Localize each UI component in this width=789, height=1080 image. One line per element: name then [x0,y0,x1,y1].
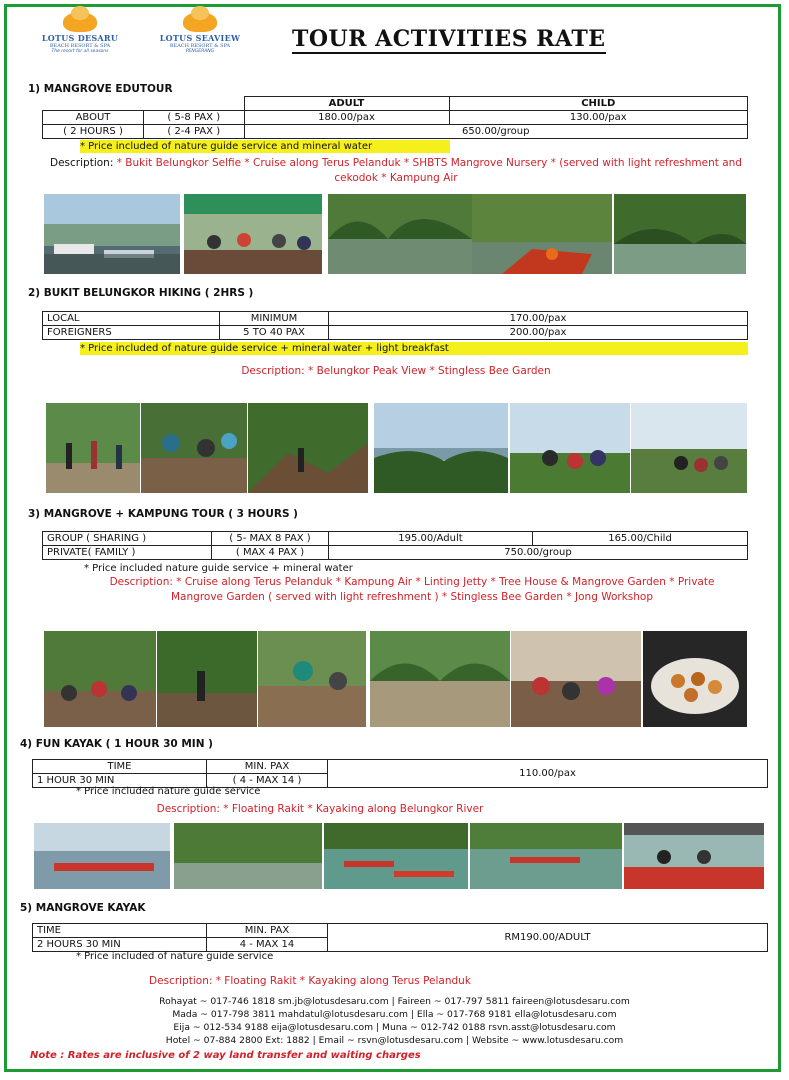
table-cell: 110.00/pax [328,760,768,788]
table-cell: RM190.00/ADULT [328,924,768,952]
photo-kayak-3 [324,823,468,889]
table-cell: ABOUT [43,111,144,125]
contact-line: Rohayat ~ 017-746 1818 sm.jb@lotusdesaru.com | Faireen ~ 017-797 5811 faireen@lotusdesaru.com [159,996,630,1007]
photo-kayak-4 [470,823,622,889]
lotus-desaru-logo: LOTUS DESARU BEACH RESORT & SPA The resort for all seasons [36,12,124,64]
photo-mangrove-river-2 [614,194,746,274]
contact-line: Mada ~ 017-798 3811 mahdatul@lotusdesaru.com | Ella ~ 017-768 9181 ella@lotusdesaru.com [172,1009,617,1020]
table-cell: 1 HOUR 30 MIN [33,774,207,788]
table-cell: 4 - MAX 14 [207,938,328,952]
photo-planting [258,631,366,727]
photo-mangrove-boat [472,194,612,274]
photo-mangrove-garden [370,631,510,727]
section-1-note: * Price included of nature guide service and mineral water [80,140,450,153]
lotus-seaview-logo: LOTUS SEAVIEW BEACH RESORT & SPA PENGERANG [156,12,244,64]
table-cell: 180.00/pax [244,111,449,125]
section-2-title: 2) BUKIT BELUNGKOR HIKING ( 2HRS ) [28,287,254,299]
photo-boats-jetty [44,194,180,274]
table-cell: FOREIGNERS [43,326,220,340]
table-cell: ( 2 HOURS ) [43,125,144,139]
photo-summit-group-2 [631,403,747,493]
header-adult: ADULT [244,97,449,111]
photo-hiking-trail [46,403,140,493]
photo-mangrove-river-1 [328,194,472,274]
photo-peak-view [374,403,508,493]
section-5-note: * Price included of nature guide service [76,951,274,962]
table-cell: ( 4 - MAX 14 ) [207,774,328,788]
photo-summit-group [510,403,630,493]
table-cell: 650.00/group [244,125,748,139]
section-4-title: 4) FUN KAYAK ( 1 HOUR 30 MIN ) [20,738,213,750]
section-3-rate-table [42,531,748,560]
contact-line: Hotel ~ 07-884 2800 Ext: 1882 | Email ~ rsvn@lotusdesaru.com | Website ~ www.lotusdesaru.com [165,1035,624,1046]
section-1-description: Description: * Bukit Belungkor Selfie * Cruise along Terus Pelanduk * SHBTS Mangrove Nursery * (served with light refreshment and cekodok * Kampung Air [50,157,742,184]
section-2-note: * Price included of nature guide service + mineral water + light breakfast [80,342,748,355]
table-cell: 195.00/Adult [329,532,533,546]
table-cell: ( MAX 4 PAX ) [212,546,329,560]
photo-workshop [511,631,641,727]
section-1-rate-table [42,96,748,139]
section-5-description: Description: * Floating Rakit * Kayaking along Terus Pelanduk [149,975,471,987]
section-2-description: Description: * Belungkor Peak View * Stingless Bee Garden [241,365,551,377]
table-cell: ( 5- MAX 8 PAX ) [212,532,329,546]
table-cell: 165.00/Child [533,532,748,546]
header-child: CHILD [449,97,748,111]
table-cell: 130.00/pax [449,111,748,125]
section-2-rate-table [42,311,748,340]
section-4-rate-table [32,759,768,788]
section-5-title: 5) MANGROVE KAYAK [20,902,146,914]
photo-hikers-forest [141,403,247,493]
table-cell: 200.00/pax [329,326,748,340]
table-header: TIME [33,760,207,774]
section-4-description: Description: * Floating Rakit * Kayaking along Belungkor River [156,803,484,815]
page-title: TOUR ACTIVITIES RATE [292,26,606,52]
table-header: MIN. PAX [207,924,328,938]
table-header: TIME [33,924,207,938]
table-cell: ( 2-4 PAX ) [144,125,245,139]
photo-floating-rakit [624,823,764,889]
photo-forest-climb [248,403,368,493]
section-4-note: * Price included nature guide service [76,786,261,797]
footnote: Note : Rates are inclusive of 2 way land transfer and waiting charges [30,1050,421,1061]
contact-line: Eija ~ 012-534 9188 eija@lotusdesaru.com | Muna ~ 012-742 0188 rsvn.asst@lotusdesaru.com [173,1022,616,1033]
photo-kayak-1 [34,823,170,889]
photo-tree-house [157,631,257,727]
section-3-description: Description: * Cruise along Terus Pelanduk * Kampung Air * Linting Jetty * Tree House & Mangrove Garden * Private Mangrove Garden ( served with light refreshment ) * Stingless Bee Garden * Jong Workshop [109,576,715,603]
photo-mangrove-group [44,631,156,727]
table-cell: ( 5-8 PAX ) [144,111,245,125]
table-cell: 2 HOURS 30 MIN [33,938,207,952]
table-cell: LOCAL [43,312,220,326]
table-cell: 750.00/group [329,546,748,560]
table-cell: 170.00/pax [329,312,748,326]
table-cell: PRIVATE( FAMILY ) [43,546,212,560]
photo-kayak-2 [174,823,322,889]
table-cell: MINIMUM [220,312,329,326]
table-header: MIN. PAX [207,760,328,774]
section-3-title: 3) MANGROVE + KAMPUNG TOUR ( 3 HOURS ) [28,508,298,520]
table-cell: GROUP ( SHARING ) [43,532,212,546]
section-1-title: 1) MANGROVE EDUTOUR [28,83,173,95]
photo-refreshment [643,631,747,727]
table-cell: 5 TO 40 PAX [220,326,329,340]
section-3-note: * Price included nature guide service + mineral water [84,563,353,574]
section-5-rate-table [32,923,768,952]
photo-group-pavilion [184,194,322,274]
